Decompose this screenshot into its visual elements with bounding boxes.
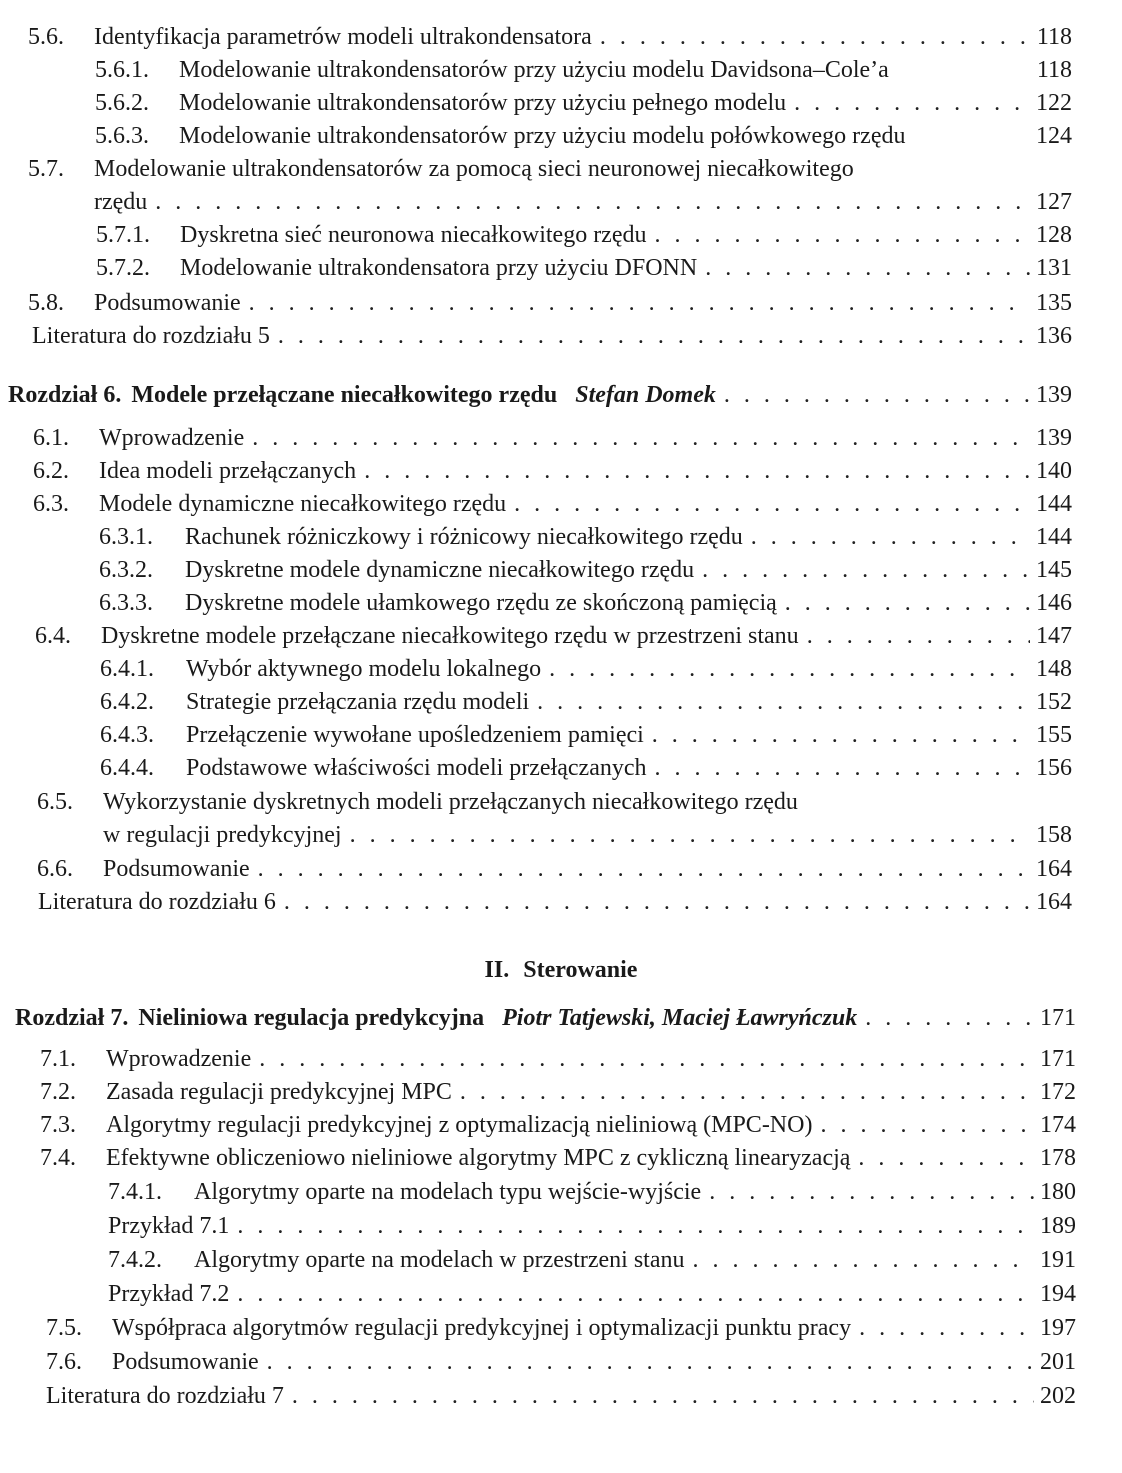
section-number: 5.7.1. xyxy=(96,222,150,248)
toc-entry xyxy=(33,423,1072,453)
dot-leader xyxy=(820,1110,1034,1140)
page-number: 202 xyxy=(1040,1383,1076,1409)
section-number: 6.3.1. xyxy=(99,524,153,550)
part-title: Sterowanie xyxy=(523,957,638,983)
section-title: Modelowanie ultrakondensatorów przy użyciu modelu Davidsona–Cole’a xyxy=(179,57,889,83)
section-number: 6.3.2. xyxy=(99,557,153,583)
section-number: 7.6. xyxy=(46,1349,82,1375)
chapter-author: Piotr Tatjewski, Maciej Ławryńczuk xyxy=(502,1005,858,1031)
dot-leader xyxy=(252,423,1030,453)
chapter-number: Rozdział 6. xyxy=(8,382,122,408)
section-title-continued: rzędu xyxy=(94,189,148,215)
toc-entry xyxy=(28,22,1072,52)
toc-entry xyxy=(28,288,1072,318)
toc-entry xyxy=(108,1245,1076,1275)
page-number: 124 xyxy=(1036,123,1072,149)
section-title: Wprowadzenie xyxy=(99,425,245,451)
page-number: 144 xyxy=(1036,491,1072,517)
dot-leader xyxy=(600,22,1031,52)
toc-entry xyxy=(108,1177,1076,1207)
dot-leader xyxy=(705,253,1030,283)
section-title: Algorytmy oparte na modelach w przestrzeni stanu xyxy=(194,1247,685,1273)
section-title: Dyskretne modele dynamiczne niecałkowitego rzędu xyxy=(185,557,695,583)
section-title: Dyskretna sieć neuronowa niecałkowitego rzędu xyxy=(180,222,647,248)
section-number: 5.6. xyxy=(28,24,64,50)
dot-leader xyxy=(785,588,1030,618)
dot-leader xyxy=(709,1177,1034,1207)
dot-leader xyxy=(259,1044,1034,1074)
section-title: Wykorzystanie dyskretnych modeli przełączanych niecałkowitego rzędu xyxy=(103,789,798,815)
dot-leader xyxy=(693,1245,1035,1275)
toc-entry xyxy=(37,854,1072,884)
chapter-heading xyxy=(15,1003,1076,1033)
toc-entry xyxy=(100,753,1072,783)
section-title: Przełączenie wywołane upośledzeniem pamięci xyxy=(186,722,644,748)
section-number: 5.8. xyxy=(28,290,64,316)
section-number: 7.2. xyxy=(40,1079,76,1105)
toc-entry xyxy=(95,55,1072,85)
section-number: 6.4. xyxy=(35,623,71,649)
page-number: 156 xyxy=(1036,755,1072,781)
toc-entry xyxy=(108,1279,1076,1309)
section-title: Wprowadzenie xyxy=(106,1046,252,1072)
dot-leader xyxy=(460,1077,1034,1107)
page-number: 118 xyxy=(1036,57,1072,83)
toc-entry xyxy=(99,555,1072,585)
page-number: 164 xyxy=(1036,856,1072,882)
dot-leader xyxy=(284,887,1030,917)
dot-leader xyxy=(859,1313,1034,1343)
section-number: 7.5. xyxy=(46,1315,82,1341)
section-title: Podsumowanie xyxy=(103,856,250,882)
section-title: Algorytmy oparte na modelach typu wejście-wyjście xyxy=(194,1179,702,1205)
section-number: 5.7. xyxy=(28,156,64,182)
toc-entry xyxy=(33,456,1072,486)
section-title: Modelowanie ultrakondensatorów przy użyciu modelu połówkowego rzędu xyxy=(179,123,906,149)
section-number: 6.3.3. xyxy=(99,590,153,616)
toc-entry xyxy=(94,187,1072,217)
toc-entry xyxy=(96,220,1072,250)
section-number: 5.7.2. xyxy=(96,255,150,281)
section-title: Modelowanie ultrakondensatorów przy użyciu pełnego modelu xyxy=(179,90,787,116)
dot-leader xyxy=(292,1381,1034,1411)
toc-entry xyxy=(40,1077,1076,1107)
section-title: Modelowanie ultrakondensatorów za pomocą sieci neuronowej niecałkowitego xyxy=(94,156,854,182)
page-number: 128 xyxy=(1036,222,1072,248)
part-number: II. xyxy=(484,957,510,983)
section-number: 7.1. xyxy=(40,1046,76,1072)
page-number: 122 xyxy=(1036,90,1072,116)
section-title: Efektywne obliczeniowo nieliniowe algorytmy MPC z cykliczną linearyzacją xyxy=(106,1145,851,1171)
section-number: 6.4.1. xyxy=(100,656,154,682)
dot-leader xyxy=(655,753,1030,783)
dot-leader xyxy=(794,88,1030,118)
toc-entry xyxy=(100,654,1072,684)
page-number: 191 xyxy=(1040,1247,1076,1273)
toc-entry xyxy=(40,1044,1076,1074)
dot-leader xyxy=(267,1347,1034,1377)
section-number: 7.3. xyxy=(40,1112,76,1138)
dot-leader xyxy=(724,380,1030,410)
toc-entry xyxy=(46,1313,1076,1343)
section-number: 7.4. xyxy=(40,1145,76,1171)
chapter-heading xyxy=(8,380,1072,410)
page-number: 152 xyxy=(1036,689,1072,715)
section-title: Algorytmy regulacji predykcyjnej z optymalizacją nieliniową (MPC-NO) xyxy=(106,1112,813,1138)
section-number: 5.6.3. xyxy=(95,123,149,149)
toc-entry xyxy=(40,1143,1076,1173)
dot-leader xyxy=(278,321,1030,351)
section-number: 7.4.2. xyxy=(108,1247,162,1273)
part-heading xyxy=(0,955,1122,985)
page-number: 178 xyxy=(1040,1145,1076,1171)
page-number: 201 xyxy=(1040,1349,1076,1375)
page-number: 145 xyxy=(1036,557,1072,583)
toc-entry-first-line xyxy=(37,787,798,817)
page-number: 139 xyxy=(1036,425,1072,451)
page-number: 171 xyxy=(1040,1005,1076,1031)
toc-entry xyxy=(96,253,1072,283)
section-title: Literatura do rozdziału 5 xyxy=(32,323,270,349)
section-number: 5.6.1. xyxy=(95,57,149,83)
section-title: Współpraca algorytmów regulacji predykcyjnej i optymalizacji punktu pracy xyxy=(112,1315,852,1341)
section-title: Literatura do rozdziału 7 xyxy=(46,1383,284,1409)
toc-entry xyxy=(99,588,1072,618)
section-title: Strategie przełączania rzędu modeli xyxy=(186,689,530,715)
chapter-author: Stefan Domek xyxy=(575,382,716,408)
dot-leader xyxy=(514,489,1030,519)
section-number: 6.1. xyxy=(33,425,69,451)
page-number: 147 xyxy=(1036,623,1072,649)
toc-entry xyxy=(38,887,1072,917)
toc-entry xyxy=(95,121,1072,151)
dot-leader xyxy=(237,1279,1034,1309)
section-number: 6.5. xyxy=(37,789,73,815)
section-title: Podstawowe właściwości modeli przełączanych xyxy=(186,755,647,781)
dot-leader xyxy=(655,220,1031,250)
example-title: Przykład 7.1 xyxy=(108,1213,230,1239)
page-number: 189 xyxy=(1040,1213,1076,1239)
toc-entry xyxy=(100,720,1072,750)
section-title: Rachunek różniczkowy i różnicowy niecałkowitego rzędu xyxy=(185,524,743,550)
toc-entry xyxy=(95,88,1072,118)
section-title: Dyskretne modele przełączane niecałkowitego rzędu w przestrzeni stanu xyxy=(101,623,799,649)
page-number: 140 xyxy=(1036,458,1072,484)
toc-entry xyxy=(40,1110,1076,1140)
dot-leader xyxy=(237,1211,1034,1241)
section-title-continued: w regulacji predykcyjnej xyxy=(103,822,342,848)
toc-entry xyxy=(32,321,1072,351)
page-number: 164 xyxy=(1036,889,1072,915)
page-number: 136 xyxy=(1036,323,1072,349)
dot-leader xyxy=(751,522,1030,552)
section-number: 6.4.3. xyxy=(100,722,154,748)
dot-leader xyxy=(652,720,1030,750)
chapter-title: Modele przełączane niecałkowitego rzędu xyxy=(131,382,558,408)
section-number: 6.4.2. xyxy=(100,689,154,715)
dot-leader xyxy=(537,687,1030,717)
dot-leader xyxy=(549,654,1030,684)
toc-entry xyxy=(99,522,1072,552)
toc-entry xyxy=(108,1211,1076,1241)
section-number: 6.6. xyxy=(37,856,73,882)
toc-entry xyxy=(46,1381,1076,1411)
section-title: Podsumowanie xyxy=(112,1349,259,1375)
section-title: Identyfikacja parametrów modeli ultrakondensatora xyxy=(94,24,592,50)
chapter-title: Nieliniowa regulacja predykcyjna xyxy=(138,1005,485,1031)
page-number: 139 xyxy=(1036,382,1072,408)
toc-entry xyxy=(100,687,1072,717)
page-number: 144 xyxy=(1036,524,1072,550)
section-title: Podsumowanie xyxy=(94,290,241,316)
page-number: 180 xyxy=(1040,1179,1076,1205)
section-number: 5.6.2. xyxy=(95,90,149,116)
page-number: 155 xyxy=(1036,722,1072,748)
section-title: Modelowanie ultrakondensatora przy użyciu DFONN xyxy=(180,255,698,281)
page-number: 127 xyxy=(1036,189,1072,215)
dot-leader xyxy=(350,820,1030,850)
page-number: 131 xyxy=(1036,255,1072,281)
page-number: 148 xyxy=(1036,656,1072,682)
page-number: 174 xyxy=(1040,1112,1076,1138)
section-title: Modele dynamiczne niecałkowitego rzędu xyxy=(99,491,507,517)
section-title: Dyskretne modele ułamkowego rzędu ze skończoną pamięcią xyxy=(185,590,777,616)
page-number: 135 xyxy=(1036,290,1072,316)
chapter-number: Rozdział 7. xyxy=(15,1005,129,1031)
section-title: Literatura do rozdziału 6 xyxy=(38,889,276,915)
page-number: 172 xyxy=(1040,1079,1076,1105)
toc-entry xyxy=(46,1347,1076,1377)
dot-leader xyxy=(702,555,1030,585)
dot-leader xyxy=(249,288,1030,318)
dot-leader xyxy=(865,1003,1034,1033)
section-title: Zasada regulacji predykcyjnej MPC xyxy=(106,1079,452,1105)
page-number: 118 xyxy=(1036,24,1072,50)
page-number: 158 xyxy=(1036,822,1072,848)
toc-entry xyxy=(33,489,1072,519)
dot-leader xyxy=(155,187,1030,217)
page-number: 146 xyxy=(1036,590,1072,616)
section-number: 7.4.1. xyxy=(108,1179,162,1205)
dot-leader xyxy=(858,1143,1034,1173)
page-number: 171 xyxy=(1040,1046,1076,1072)
dot-leader xyxy=(364,456,1030,486)
section-title: Wybór aktywnego modelu lokalnego xyxy=(186,656,542,682)
dot-leader xyxy=(807,621,1030,651)
section-number: 6.4.4. xyxy=(100,755,154,781)
toc-entry xyxy=(35,621,1072,651)
section-title: Idea modeli przełączanych xyxy=(99,458,357,484)
toc-entry xyxy=(103,820,1072,850)
example-title: Przykład 7.2 xyxy=(108,1281,230,1307)
section-number: 6.3. xyxy=(33,491,69,517)
dot-leader xyxy=(258,854,1030,884)
toc-entry-first-line xyxy=(28,154,854,184)
page-number: 194 xyxy=(1040,1281,1076,1307)
page-number: 197 xyxy=(1040,1315,1076,1341)
section-number: 6.2. xyxy=(33,458,69,484)
